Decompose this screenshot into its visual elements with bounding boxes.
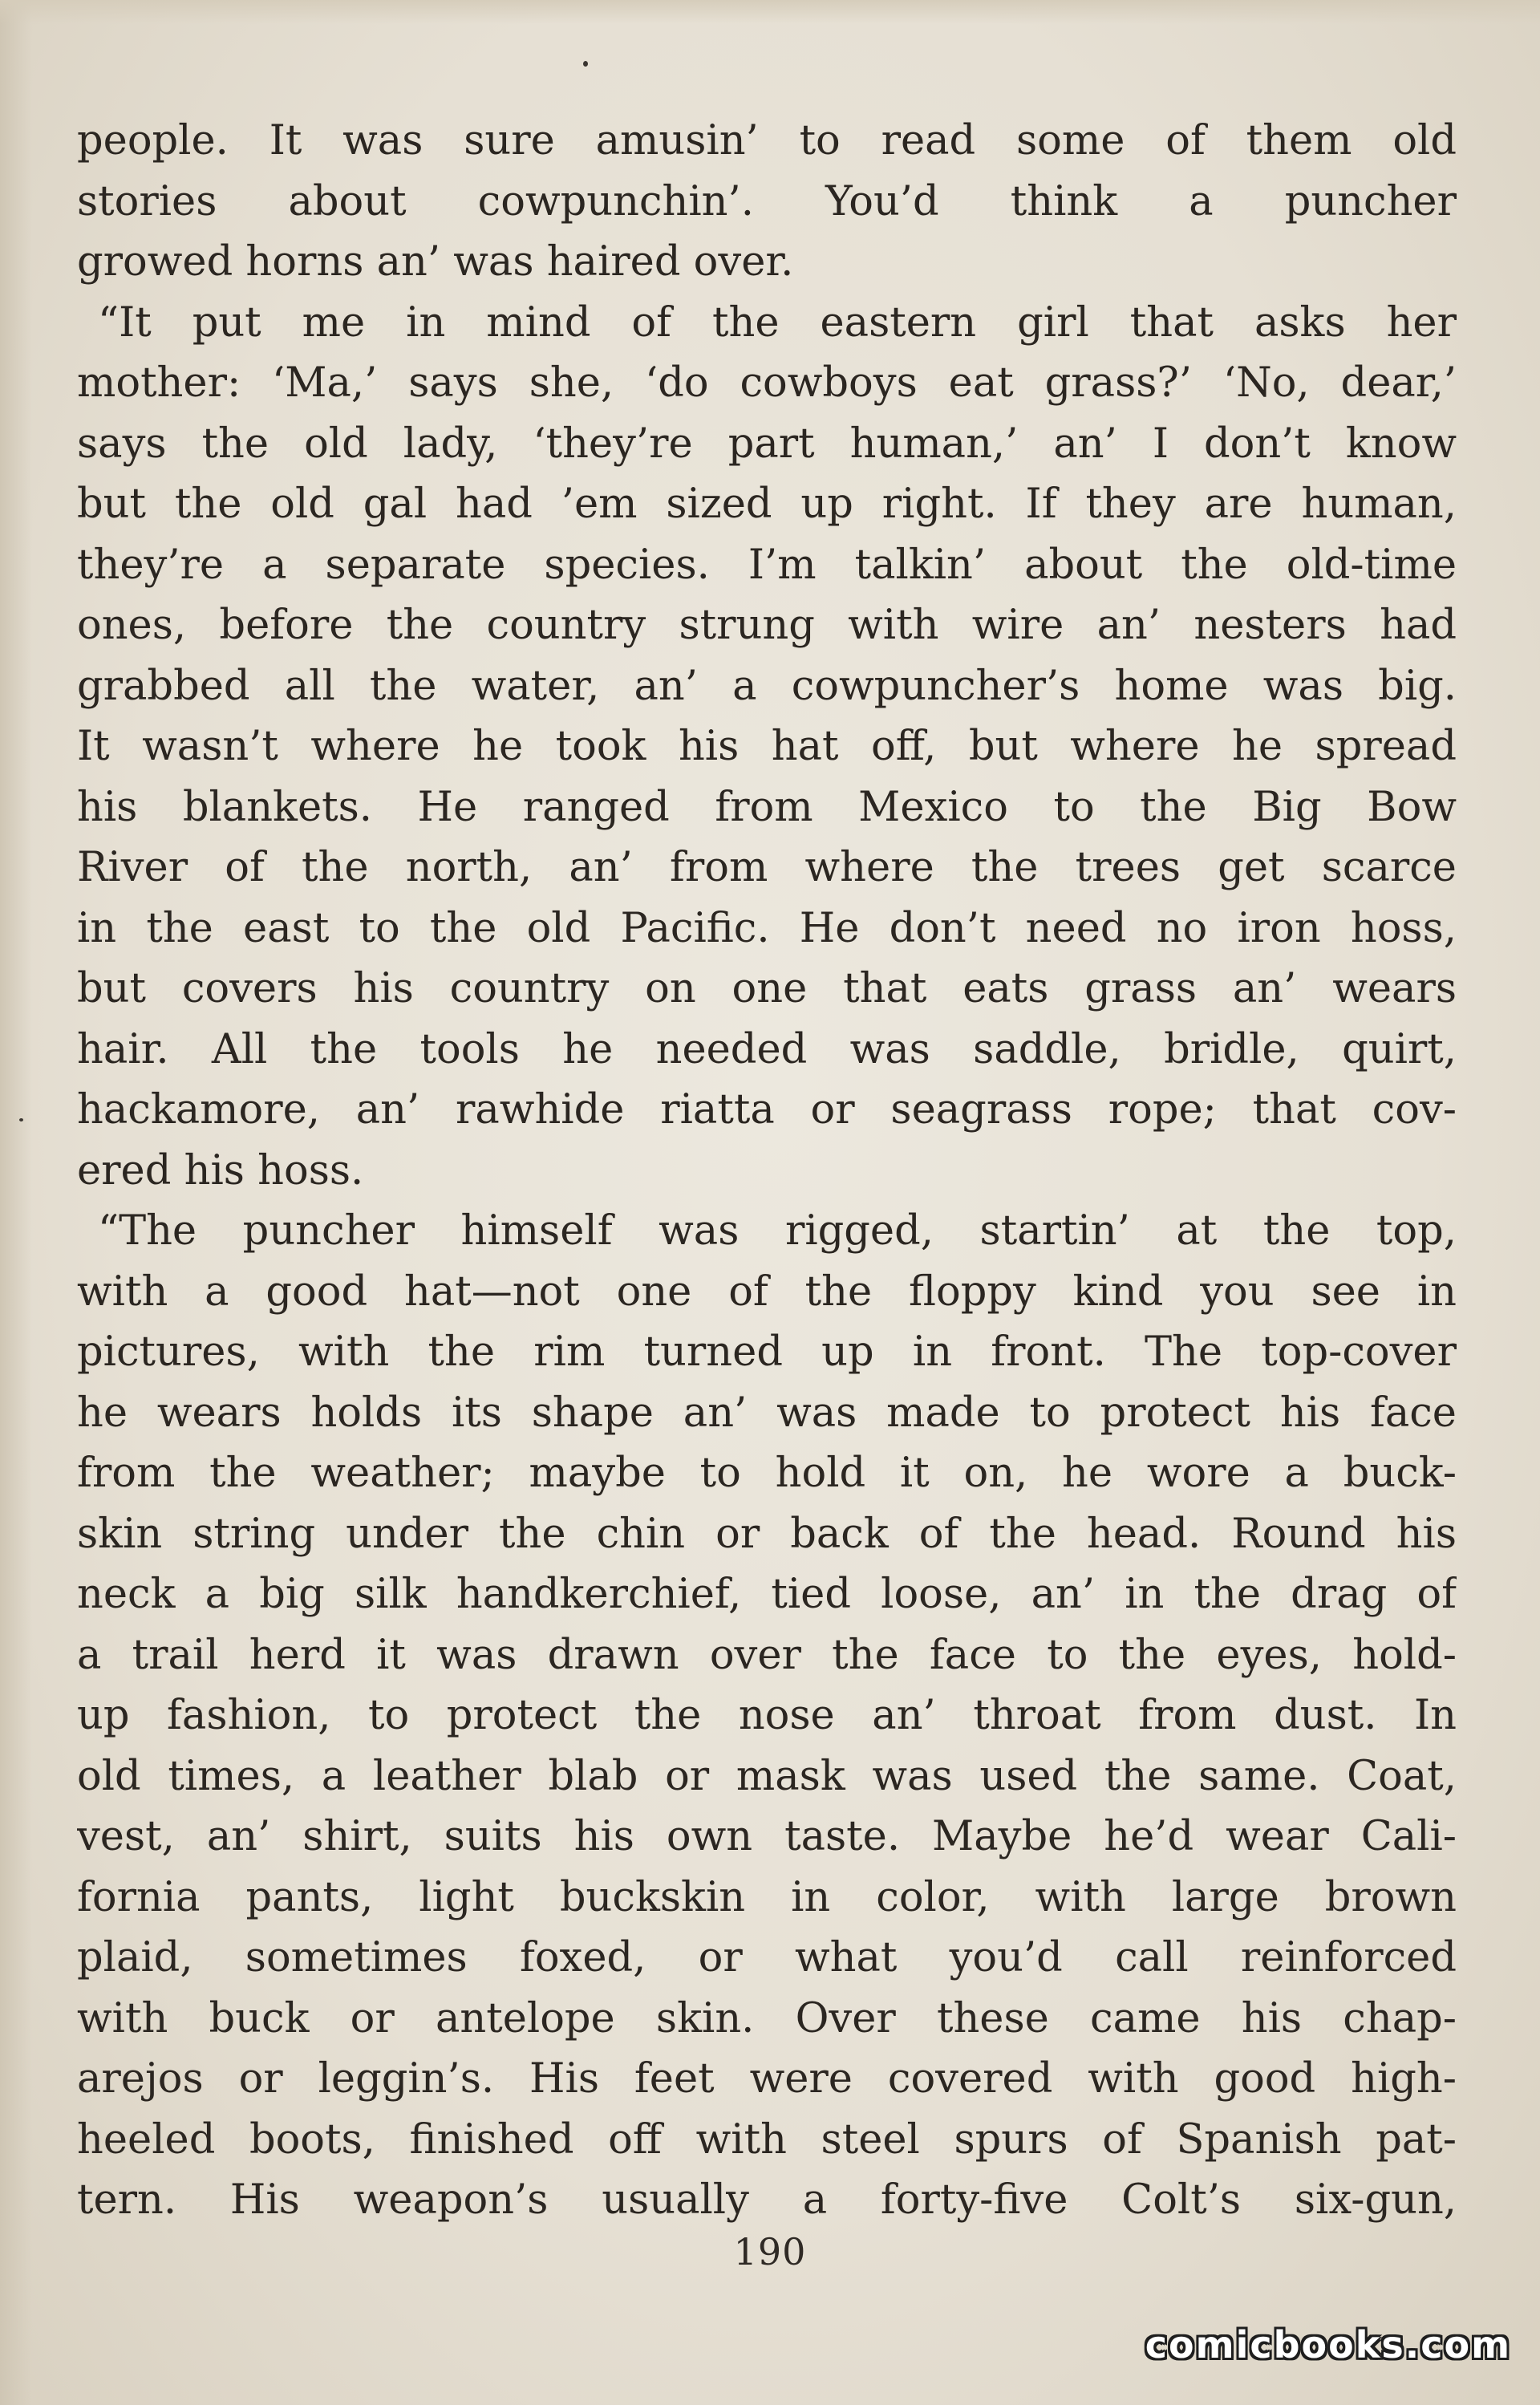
text-line: ered his hoss.: [77, 1146, 364, 1194]
text-line: they’re a separate species. I’m talkin’ about the old-time: [77, 541, 1457, 589]
text-line: mother: ‘Ma,’ says she, ‘do cowboys eat grass?’ ‘No, dear,’: [77, 359, 1457, 407]
text-line: growed horns an’ was haired over.: [77, 238, 794, 286]
text-line: plaid, sometimes foxed, or what you’d call reinforced: [77, 1934, 1457, 1981]
watermark: comicbooks.com: [1145, 2323, 1511, 2366]
text-line: vest, an’ shirt, suits his own taste. Maybe he’d wear Cali-: [77, 1813, 1457, 1860]
text-line: ones, before the country strung with wire an’ nesters had: [77, 602, 1457, 649]
text-line: he wears holds its shape an’ was made to protect his face: [77, 1389, 1457, 1437]
page-shadow-left: [0, 0, 32, 2405]
text-line: says the old lady, ‘they’re part human,’ an’ I don’t know: [77, 420, 1457, 468]
text-line: River of the north, an’ from where the trees get scarce: [77, 844, 1457, 891]
text-line: skin string under the chin or back of the head. Round his: [77, 1510, 1457, 1558]
text-line: hair. All the tools he needed was saddle, bridle, quirt,: [77, 1025, 1457, 1073]
text-line: arejos or leggin’s. His feet were covered with good high-: [77, 2055, 1457, 2103]
text-line: with a good hat—not one of the floppy kind you see in: [77, 1267, 1457, 1316]
text-line: a trail herd it was drawn over the face to the eyes, hold-: [77, 1631, 1457, 1679]
text-line: but covers his country on one that eats grass an’ wears: [77, 965, 1457, 1012]
text-line: from the weather; maybe to hold it on, he wore a buck-: [77, 1450, 1457, 1497]
text-line: heeled boots, finished off with steel spurs of Spanish pat-: [77, 2115, 1457, 2164]
ink-speck: [583, 61, 588, 67]
text-line: “It put me in mind of the eastern girl that asks her: [98, 298, 1457, 347]
text-line: in the east to the old Pacific. He don’t need no iron hoss,: [77, 904, 1457, 952]
text-line: pictures, with the rim turned up in front. The top-cover: [77, 1328, 1457, 1376]
text-line: grabbed all the water, an’ a cowpuncher’s home was big.: [77, 662, 1457, 710]
text-line: It wasn’t where he took his hat off, but where he spread: [77, 723, 1457, 770]
text-line: up fashion, to protect the nose an’ throat from dust. In: [77, 1692, 1457, 1739]
text-line: old times, a leather blab or mask was used the same. Coat,: [77, 1752, 1457, 1800]
page-shadow-top: [0, 0, 1540, 24]
text-line: his blankets. He ranged from Mexico to the Big Bow: [77, 783, 1457, 831]
text-line: with buck or antelope skin. Over these came his chap-: [77, 1994, 1457, 2042]
ink-speck: [19, 1118, 23, 1121]
text-line: fornia pants, light buckskin in color, with large brown: [77, 1873, 1457, 1921]
page-number: 190: [733, 2230, 807, 2273]
text-line: people. It was sure amusin’ to read some of them old: [77, 117, 1457, 164]
text-line: “The puncher himself was rigged, startin’ at the top,: [98, 1207, 1457, 1255]
text-line: tern. His weapon’s usually a forty-five Colt’s six-gun,: [77, 2176, 1457, 2224]
page-text: [77, 111, 1457, 2231]
text-line: but the old gal had ’em sized up right. If they are human,: [77, 481, 1457, 528]
text-line: hackamore, an’ rawhide riatta or seagrass rope; that cov-: [77, 1086, 1457, 1134]
text-line: stories about cowpunchin’. You’d think a puncher: [77, 177, 1457, 225]
text-line: neck a big silk handkerchief, tied loose, an’ in the drag of: [77, 1571, 1457, 1618]
